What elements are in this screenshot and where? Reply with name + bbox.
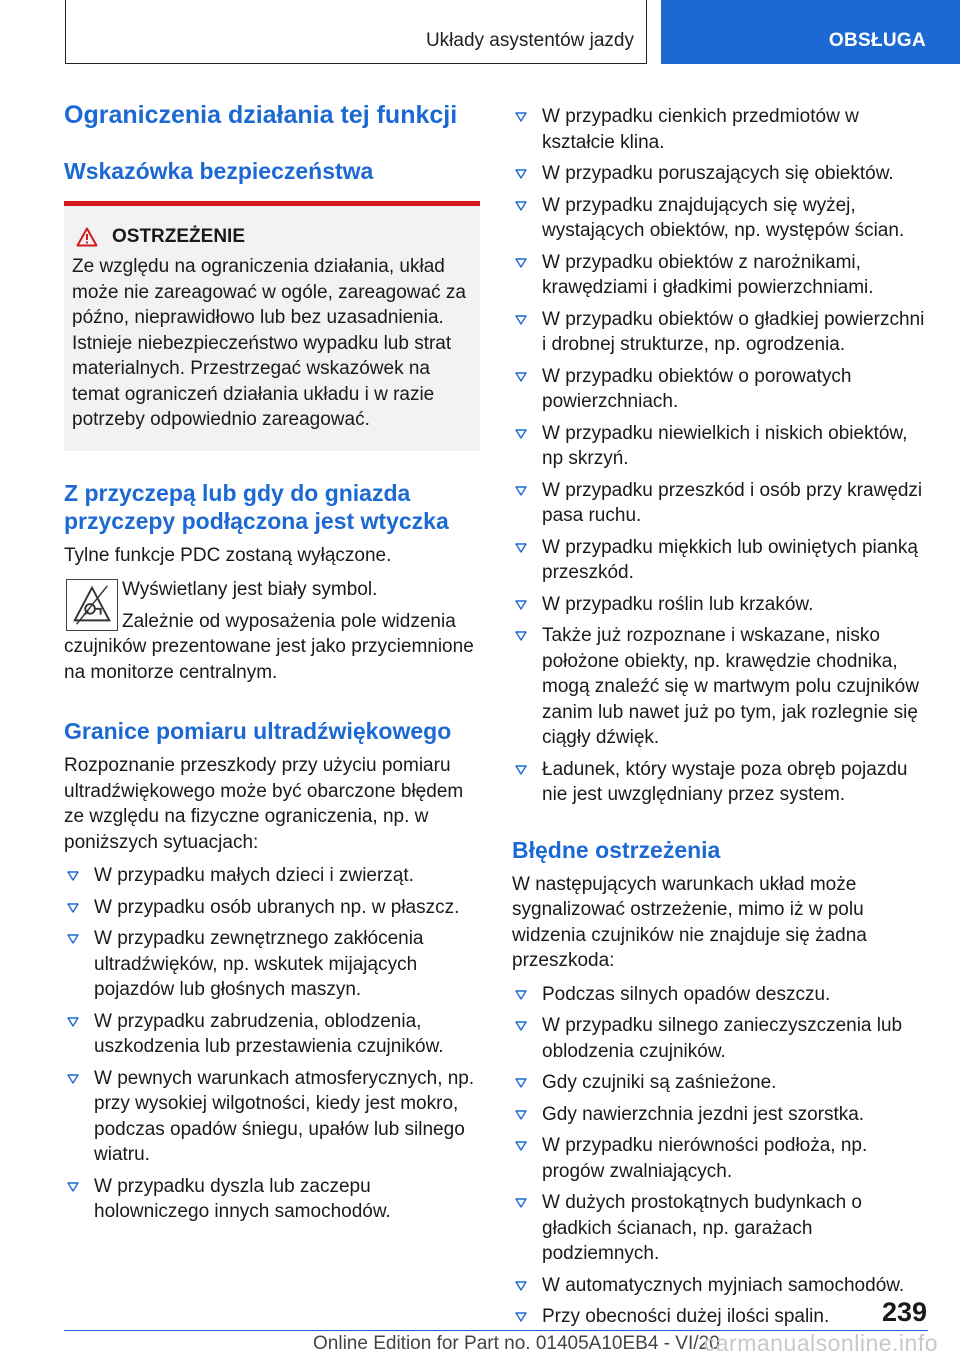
list-item-text: Także już rozpoznane i wskazane, nisko położone obiekty, np. krawędzie chodnika, mogą znaleźć się w martwym polu czujników zanim lub nawet już po tym, jak rozlegnie się ciągły dźwięk. [542,625,919,748]
list-item [512,307,928,358]
list-item-text: Podczas silnych opadów deszczu. [542,983,831,1005]
ultrasonic-limits-list [64,863,480,1225]
bullet-triangle-icon [515,543,527,553]
warning-header [72,226,470,248]
left-column [64,100,480,1231]
list-item [512,1070,928,1096]
list-item [512,250,928,301]
list-item [512,1102,928,1128]
list-item [64,863,480,889]
list-item-text: W przypadku niewielkich i niskich obiektów, np skrzyń. [542,422,908,469]
list-item [512,1304,928,1330]
list-item [512,535,928,586]
footer-edition: Online Edition for Part no. 01405A10EB4 - VI/20 [313,1333,720,1354]
bullet-triangle-icon [515,600,527,610]
section-title: Układy asystentów jazdy [425,30,634,51]
list-item [512,421,928,472]
list-item-text: Gdy czujniki są zaśnieżone. [542,1072,777,1093]
safety-heading: Wskazówka bezpieczeństwa [64,158,374,184]
list-item [512,364,928,415]
bullet-triangle-icon [515,258,527,268]
ultrasonic-heading: Granice pomiaru ultradźwiękowego [64,718,452,744]
list-item-text: Przy obecności dużej ilości spalin. [542,1306,830,1327]
list-item-text: W przypadku małych dzieci i zwierząt. [94,865,414,886]
false-warnings-intro: W następujących warunkach układ może sygnalizować ostrzeżenie, mimo iż w polu widzenia czujników nie znajduje się żadna przeszkoda: [512,873,867,971]
bullet-triangle-icon [515,1110,527,1120]
bullet-triangle-icon [515,1021,527,1031]
list-item [512,1273,928,1299]
list-item [512,757,928,808]
bullet-triangle-icon [515,372,527,382]
bullet-triangle-icon [515,1312,527,1322]
list-item-text: W przypadku cienkich przedmiotów w kształcie klina. [542,106,859,153]
ultrasonic-limits-list-continued [512,104,928,808]
list-item-text: W przypadku obiektów o porowatych powierzchniach. [542,365,852,412]
list-item-text: W przypadku zewnętrznego zakłócenia ultradźwięków, np. wskutek mijających pojazdów lub głośnych maszyn. [94,928,424,1000]
bullet-triangle-icon [67,871,79,881]
right-column [512,100,928,1336]
false-warnings-list [512,982,928,1330]
warning-box [64,201,480,451]
symbol-line-1: Wyświetlany jest biały symbol. [122,579,378,600]
list-item [512,623,928,751]
list-item [512,1190,928,1267]
list-item [512,1133,928,1184]
list-item-text: W pewnych warunkach atmosferycznych, np. przy wysokiej wilgotności, kiedy jest mokro, podczas opadów śniegu, upałów lub silnego wiatru. [94,1067,475,1165]
list-item [64,1066,480,1168]
trailer-text: Tylne funkcje PDC zostaną wyłączone. [64,544,392,566]
trailer-heading: Z przyczepą lub gdy do gniazda przyczepy podłączona jest wtyczka [64,479,449,534]
pdc-trailer-symbol-icon [66,579,118,631]
symbol-line-2: Zależnie od wyposażenia pole widzenia czujników prezentowane jest jako przyciemnione na monitorze centralnym. [64,610,474,683]
bullet-triangle-icon [515,1078,527,1088]
list-item-text: W przypadku obiektów z narożnikami, krawędziami i gładkimi powierzchniami. [542,251,874,298]
ultrasonic-intro: Rozpoznanie przeszkody przy użyciu pomiaru ultradźwiękowego może być obarczone błędem ze względu na fizyczne ograniczenia, np. w poniższych sytuacjach: [64,755,464,853]
list-item-text: Ładunek, który wystaje poza obręb pojazdu nie jest uwzględniany przez system. [542,758,908,805]
list-item-text: Gdy nawierzchnia jezdni jest szorstka. [542,1103,865,1125]
list-item [512,161,928,187]
bullet-triangle-icon [67,934,79,944]
list-item-text: W automatycznych myjniach samochodów. [542,1274,905,1296]
list-item-text: W przypadku osób ubranych np. w płaszcz. [94,896,460,918]
bullet-triangle-icon [515,1281,527,1291]
list-item [64,1009,480,1060]
list-item [512,478,928,529]
bullet-triangle-icon [515,315,527,325]
list-item-text: W przypadku nierówności podłoża, np. progów zwalniających. [542,1135,868,1182]
list-item-text: W przypadku roślin lub krzaków. [542,593,814,615]
chapter-tab [661,0,960,64]
list-item-text: W przypadku obiektów o gładkiej powierzchni i drobnej strukturze, np. ogrodzenia. [542,308,925,355]
bullet-triangle-icon [515,429,527,439]
list-item-text: W przypadku miękkich lub owiniętych pianką przeszkód. [542,536,918,583]
page-title: Ograniczenia działania tej funkcji [64,101,458,129]
list-item [512,1013,928,1064]
list-item-text: W dużych prostokątnych budynkach o gładkich ścianach, np. garażach podziemnych. [542,1192,863,1264]
list-item [64,1174,480,1225]
false-warnings-heading: Błędne ostrzeżenia [512,836,721,863]
bullet-triangle-icon [515,631,527,641]
list-item [64,895,480,921]
bullet-triangle-icon [515,169,527,179]
symbol-row [64,577,480,685]
header-section-box [65,0,647,64]
bullet-triangle-icon [67,903,79,913]
chapter-tab-label: OBSŁUGA [828,30,926,51]
bullet-triangle-icon [67,1182,79,1192]
list-item [512,193,928,244]
warning-text: Ze względu na ograniczenia działania, układ może nie zareagować w ogóle, zareagować za późno, nieprawidłowo lub bez uzasadnienia. Istnieje niebezpieczeństwo wypadku lub strat materialnych. Przestrzegać wskazówek na temat ograniczeń działania układu i w razie potrzeby odpowiednio zareagować. [72,256,466,430]
bullet-triangle-icon [515,201,527,211]
bullet-triangle-icon [67,1017,79,1027]
list-item [512,592,928,618]
warning-triangle-icon [76,227,98,247]
list-item [64,926,480,1003]
list-item-text: W przypadku silnego zanieczyszczenia lub oblodzenia czujników. [542,1015,903,1062]
bullet-triangle-icon [515,1198,527,1208]
list-item [512,982,928,1008]
bullet-triangle-icon [515,990,527,1000]
list-item-text: W przypadku znajdujących się wyżej, wystających obiektów, np. występów ścian. [542,194,905,241]
list-item-text: W przypadku dyszla lub zaczepu holowniczego innych samochodów. [94,1175,391,1222]
warning-title: OSTRZEŻENIE [112,226,246,247]
bullet-triangle-icon [515,486,527,496]
bullet-triangle-icon [515,765,527,775]
bullet-triangle-icon [67,1074,79,1084]
bullet-triangle-icon [515,112,527,122]
list-item-text: W przypadku przeszkód i osób przy krawędzi pasa ruchu. [542,479,923,526]
watermark: carmanualsonline.info [703,1330,938,1356]
list-item-text: W przypadku zabrudzenia, oblodzenia, uszkodzenia lub przestawienia czujników. [94,1010,444,1057]
bullet-triangle-icon [515,1141,527,1151]
list-item-text: W przypadku poruszających się obiektów. [542,163,894,184]
list-item [512,104,928,155]
page-number: 239 [881,1297,927,1327]
